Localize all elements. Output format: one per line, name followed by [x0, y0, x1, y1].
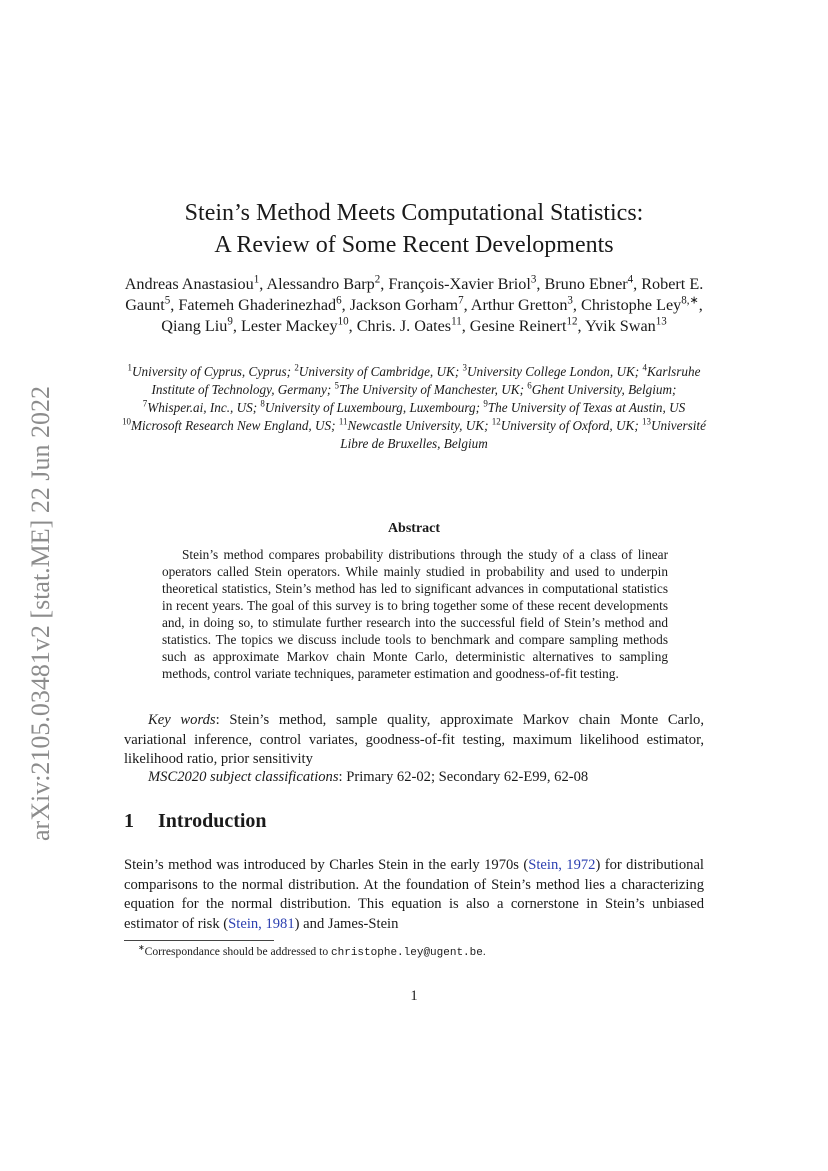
footnote-rule — [124, 940, 274, 941]
abstract-text: Stein’s method compares probability distributions through the study of a class of linear operators called Stein operators. While mainly studied in probability and used to underpin theoretical statistics, Stein’s method has led to significant advances in computational statistics in recent years. The goal of this survey is to bring together some of these recent developments and, in doing so, to stimulate further research into the successful field of Stein’s method and statistics. The topics we discuss include tools to benchmark and compare sampling methods such as approximate Markov chain Monte Carlo, deterministic alternatives to sampling methods, control variate techniques, parameter estimation and goodness-of-fit testing. — [162, 547, 668, 681]
affiliation-text: Karlsruhe Institute of Technology, Germany; — [151, 364, 701, 397]
author-name: Bruno Ebner — [544, 275, 628, 293]
author-list: Andreas Anastasiou$^1$, Alessandro Barp$^2$, François-Xavier Briol$^3$, Bruno Ebner$^4$, Robert E. Gaunt$^5$, Fatemeh Ghaderinezhad$^6$, Jackson Gorham$^7$, Arthur Gretton$^3$, Christophe Ley$^{8,∗}$, Qiang Liu$^9$, Lester Mackey$^{10}$, Chris. J. Oates$^{11}$, Gesine Reinert$^{12}$, Yvik Swan$^{13}$ — [124, 273, 704, 335]
affiliation-superscript: 1 — [127, 362, 133, 373]
msc-label: MSC2020 subject classifications — [148, 769, 339, 785]
footnote-text: Correspondance should be addressed to — [144, 945, 332, 958]
affiliation-superscript: 12 — [491, 416, 501, 427]
affiliation-text: Newcastle University, UK; — [347, 418, 489, 433]
author-superscript: 4 — [627, 273, 634, 286]
paper-title — [124, 197, 704, 261]
affiliation-superscript: 5 — [334, 380, 340, 391]
intro-text-2: ) for distributional comparisons to the normal distribution. At the foundation of Stein’s method lies a characterizing equation for the normal distribution. This equation is also a cornerstone in Stein’s unbiased estimator of risk ( — [124, 857, 704, 932]
intro-text-3: ) and James-Stein — [294, 915, 399, 932]
title-line-1: Stein’s Method Meets Computational Statistics: — [184, 200, 644, 226]
author-name: Fatemeh Ghaderinezhad — [178, 296, 337, 314]
author-name: François-Xavier Briol — [388, 275, 531, 293]
affiliation-text: The University of Manchester, UK; — [339, 382, 524, 397]
affiliation-text: University of Cyprus, Cyprus; — [132, 364, 292, 379]
msc-text: : Primary 62-02; Secondary 62-E99, 62-08 — [338, 769, 589, 785]
affiliation-superscript: 8 — [260, 398, 265, 409]
affiliation-superscript: 10 — [122, 416, 132, 427]
footnote — [124, 945, 486, 959]
footnote-end: . — [482, 945, 486, 958]
author-name: Arthur Gretton — [470, 296, 568, 314]
affiliation-superscript: 7 — [142, 398, 148, 409]
author-superscript: 8,∗ — [681, 294, 699, 307]
keywords-text: : Stein’s method, sample quality, approximate Markov chain Monte Carlo, variational inference, control variates, goodness-of-fit testing, maximum likelihood estimator, likelihood ratio, prior sensitivity — [124, 712, 705, 767]
author-superscript: 13 — [655, 315, 667, 328]
affiliation-text: Microsoft Research New England, US; — [131, 418, 336, 433]
author-name: Alessandro Barp — [266, 275, 375, 293]
section-number: 1 — [124, 810, 134, 832]
author-superscript: 1 — [253, 273, 260, 286]
author-superscript: 11 — [451, 315, 462, 328]
affiliation-text: University of Oxford, UK; — [500, 418, 639, 433]
affiliation-text: Ghent University, Belgium; — [531, 382, 677, 397]
footnote-email[interactable]: christophe.ley@ugent.be — [331, 947, 483, 959]
intro-text-1: Stein’s method was introduced by Charles Stein in the early 1970s ( — [124, 857, 529, 873]
msc-classification — [148, 769, 588, 786]
affiliation-superscript: 2 — [294, 362, 299, 373]
arxiv-identifier-sidebar: arXiv:2105.03481v2 [stat.ME] 22 Jun 2022 — [26, 386, 55, 842]
author-superscript: 6 — [336, 294, 342, 307]
author-name: Christophe Ley — [581, 296, 682, 314]
intro-paragraph — [124, 856, 704, 934]
author-superscript: 9 — [227, 315, 233, 328]
section-title: Introduction — [158, 810, 267, 832]
author-name: Qiang Liu — [161, 317, 228, 335]
citation-stein-1981[interactable]: Stein, 1981 — [228, 915, 295, 932]
affiliation-superscript: 11 — [338, 416, 348, 427]
author-name: Chris. J. Oates — [356, 317, 452, 335]
author-name: Yvik Swan — [584, 317, 656, 335]
affiliation-superscript: 13 — [642, 416, 651, 427]
affiliation-text: University of Cambridge, UK; — [298, 364, 460, 379]
author-superscript: 10 — [337, 315, 349, 328]
author-name: Gesine Reinert — [469, 317, 567, 335]
author-superscript: 7 — [458, 294, 464, 307]
author-superscript: 3 — [530, 273, 537, 286]
affiliation-text: Whisper.ai, Inc., US; — [147, 400, 258, 415]
affiliation-text: Université Libre de Bruxelles, Belgium — [340, 418, 706, 451]
author-superscript: 5 — [164, 294, 171, 307]
title-line-2: A Review of Some Recent Developments — [214, 232, 614, 258]
affiliation-text: University of Luxembourg, Luxembourg; — [264, 400, 481, 415]
footnote-mark: ∗ — [138, 943, 145, 953]
affiliation-superscript: 9 — [483, 398, 488, 409]
affiliation-text: The University of Texas at Austin, US — [487, 400, 686, 415]
affiliation-superscript: 3 — [462, 362, 468, 373]
affiliation-superscript: 4 — [642, 362, 647, 373]
abstract-heading: Abstract — [387, 521, 441, 536]
affiliation-superscript: 6 — [527, 380, 532, 391]
author-name: Robert E. Gaunt — [125, 275, 704, 314]
keywords-label: Key words — [148, 712, 216, 728]
author-superscript: 12 — [566, 315, 578, 328]
affiliation-list — [118, 363, 710, 453]
author-superscript: 2 — [374, 273, 381, 286]
section-heading — [124, 810, 267, 833]
affiliation-text: University College London, UK; — [467, 364, 640, 379]
author-name: Lester Mackey — [240, 317, 338, 335]
page-number: 1 — [410, 988, 418, 1004]
author-name: Andreas Anastasiou — [124, 275, 254, 293]
author-superscript: 3 — [567, 294, 573, 307]
author-name: Jackson Gorham — [349, 296, 459, 314]
citation-stein-1972[interactable]: Stein, 1972 — [528, 857, 596, 873]
keywords — [124, 711, 704, 770]
